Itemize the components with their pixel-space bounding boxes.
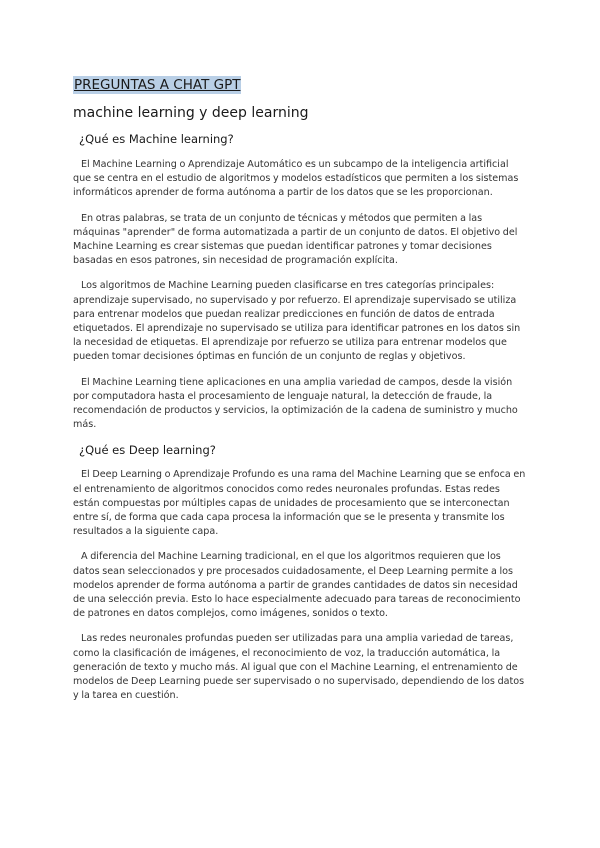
paragraph: Las redes neuronales profundas pueden ser utilizadas para una amplia variedad de tareas, como la clasificación de imágenes, el reconocimiento de voz, la traducción automática, la generación de texto y mucho más. Al igual que con el Machine Learning, el entrenamiento de modelos de Deep Learning puede ser supervisado o no supervisado, dependiendo de los datos y la tarea en cuestión. [73,633,525,702]
paragraph: Los algoritmos de Machine Learning pueden clasificarse en tres categorías principales: aprendizaje supervisado, no supervisado y por refuerzo. El aprendizaje supervisado se utiliza para entrenar modelos que puedan realizar predicciones en función de datos de entrada etiquetados. El aprendizaje no supervisado se utiliza para identificar patrones en los datos sin la necesidad de etiquetas. El aprendizaje por refuerzo se utiliza para entrenar modelos que pueden tomar decisiones óptimas en función de un conjunto de reglas y objetivos. [73,280,521,363]
section-deep-learning [73,442,529,703]
paragraph: En otras palabras, se trata de un conjunto de técnicas y métodos que permiten a las máquinas "aprender" de forma automatizada a partir de un conjunto de datos. El objetivo del Machine Learning es crear sistemas que puedan identificar patrones y tomar decisiones basadas en esos patrones, sin necesidad de programación explícita. [73,212,518,267]
paragraph: El Machine Learning o Aprendizaje Automático es un subcampo de la inteligencia artificial que se centra en el estudio de algoritmos y modelos estadísticos que permiten a los sistemas informáticos aprender de forma autónoma a partir de los datos que se les proporcionan. [73,159,519,199]
section-heading: ¿Qué es Deep learning? [79,443,216,458]
document-title: PREGUNTAS A CHAT GPT [74,77,241,93]
document-subtitle: machine learning y deep learning [73,105,309,121]
section-heading: ¿Qué es Machine learning? [79,132,234,146]
paragraph: El Deep Learning o Aprendizaje Profundo es una rama del Machine Learning que se enfoca en el entrenamiento de algoritmos conocidos como redes neuronales profundas. Estas redes están compuestas por múltiples capas de unidades de procesamiento que se interconectan entre sí, de forma que cada capa procesa la información que se le presenta y transmite los resultados a la siguiente capa. [73,469,526,538]
paragraph: A diferencia del Machine Learning tradicional, en el que los algoritmos requieren que los datos sean seleccionados y pre procesados cuidadosamente, el Deep Learning permite a los modelos aprender de forma autónoma a partir de grandes cantidades de datos sin necesidad de una selección previa. Esto lo hace especialmente adecuado para tareas de reconocimiento de patrones en datos complejos, como imágenes, sonidos o texto. [73,551,521,620]
document-page [73,74,529,704]
paragraph: El Machine Learning tiene aplicaciones en una amplia variedad de campos, desde la visión por computadora hasta el procesamiento de lenguaje natural, la detección de fraude, la recomendación de productos y servicios, la optimización de la cadena de suministro y mucho más. [73,376,518,431]
section-machine-learning [73,131,529,432]
